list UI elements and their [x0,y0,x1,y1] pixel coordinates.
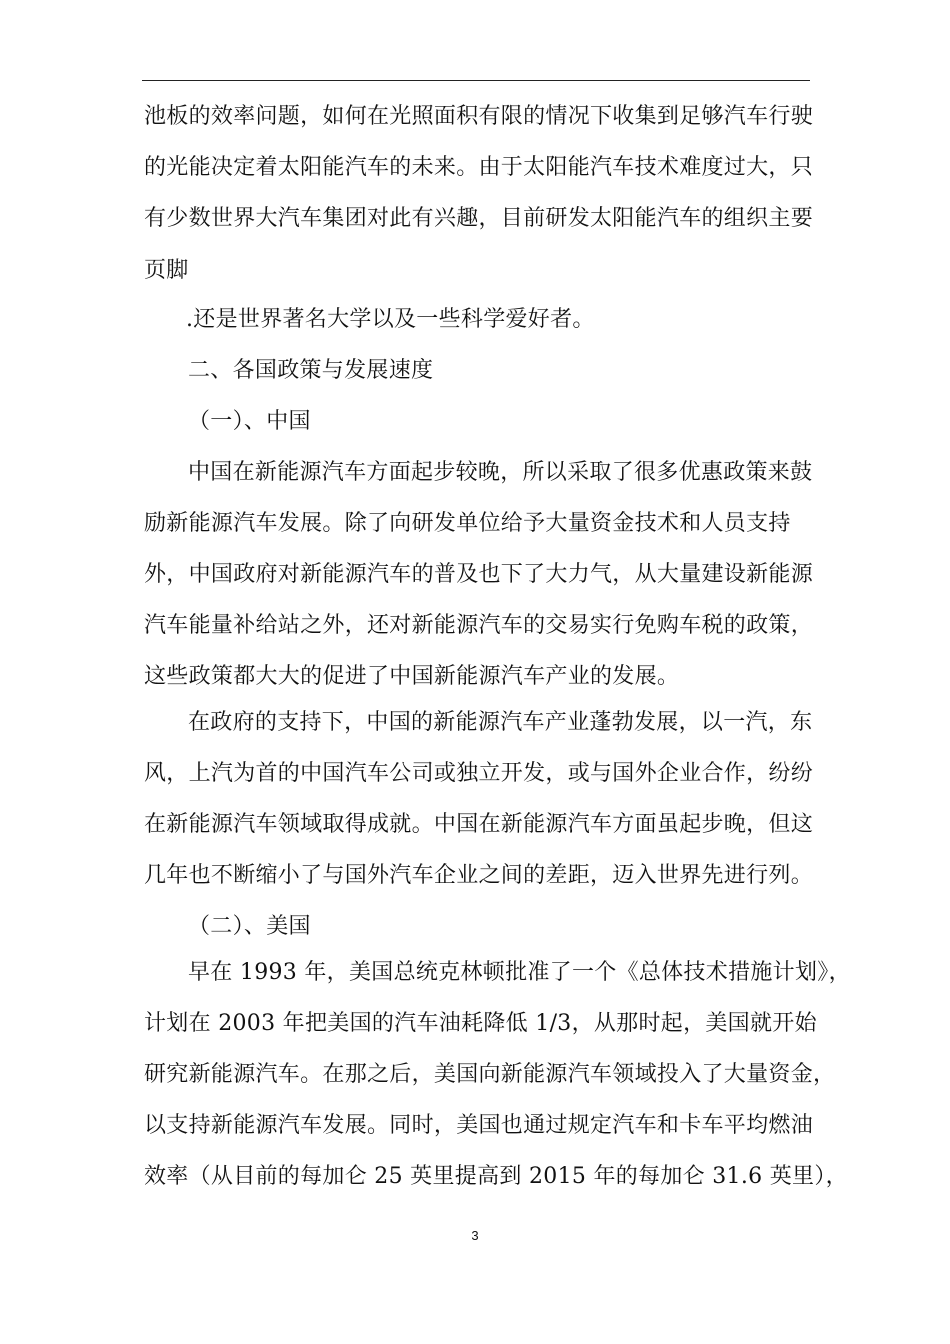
header-rule [142,80,810,81]
paragraph-china-line-2: 励新能源汽车发展。除了向研发单位给予大量资金技术和人员支持 [144,511,791,536]
page-number: 3 [471,1228,479,1243]
subsection-heading-usa: （二）、美国 [188,914,311,939]
text-line-3: 有少数世界大汽车集团对此有兴趣，目前研发太阳能汽车的组织主要 [144,206,814,231]
paragraph-usa-line-2: 计划在 2003 年把美国的汽车油耗降低 1/3，从那时起，美国就开始 [144,1011,817,1036]
paragraph-china2-line-1: 在政府的支持下，中国的新能源汽车产业蓬勃发展，以一汽，东 [188,710,813,735]
text-line-5: .还是世界著名大学以及一些科学爱好者。 [186,307,595,332]
subsection-heading-china: （一）、中国 [188,409,311,434]
text-line-2: 的光能决定着太阳能汽车的未来。由于太阳能汽车技术难度过大，只 [144,155,814,180]
paragraph-china2-line-3: 在新能源汽车领域取得成就。中国在新能源汽车方面虽起步晚，但这 [144,812,814,837]
paragraph-china2-line-2: 风，上汽为首的中国汽车公司或独立开发，或与国外企业合作，纷纷 [144,761,814,786]
paragraph-usa-line-4: 以支持新能源汽车发展。同时，美国也通过规定汽车和卡车平均燃油 [144,1113,814,1138]
paragraph-china-line-5: 这些政策都大大的促进了中国新能源汽车产业的发展。 [144,664,680,689]
paragraph-china-line-1: 中国在新能源汽车方面起步较晚，所以采取了很多优惠政策来鼓 [188,460,813,485]
paragraph-usa-line-3: 研究新能源汽车。在那之后，美国向新能源汽车领域投入了大量资金， [144,1062,836,1087]
section-heading: 二、各国政策与发展速度 [188,358,434,383]
paragraph-china-line-3: 外，中国政府对新能源汽车的普及也下了大力气，从大量建设新能源 [144,562,814,587]
text-line-1: 池板的效率问题，如何在光照面积有限的情况下收集到足够汽车行驶 [144,104,814,129]
footer-label: 页脚 [144,258,189,283]
paragraph-usa-line-5: 效率（从目前的每加仑 25 英里提高到 2015 年的每加仑 31.6 英里）， [144,1164,848,1189]
paragraph-usa-line-1: 早在 1993 年，美国总统克林顿批准了一个《总体技术措施计划》， [188,960,851,985]
paragraph-china-line-4: 汽车能量补给站之外，还对新能源汽车的交易实行免购车税的政策， [144,613,814,638]
paragraph-china2-line-4: 几年也不断缩小了与国外汽车企业之间的差距，迈入世界先进行列。 [144,863,814,888]
